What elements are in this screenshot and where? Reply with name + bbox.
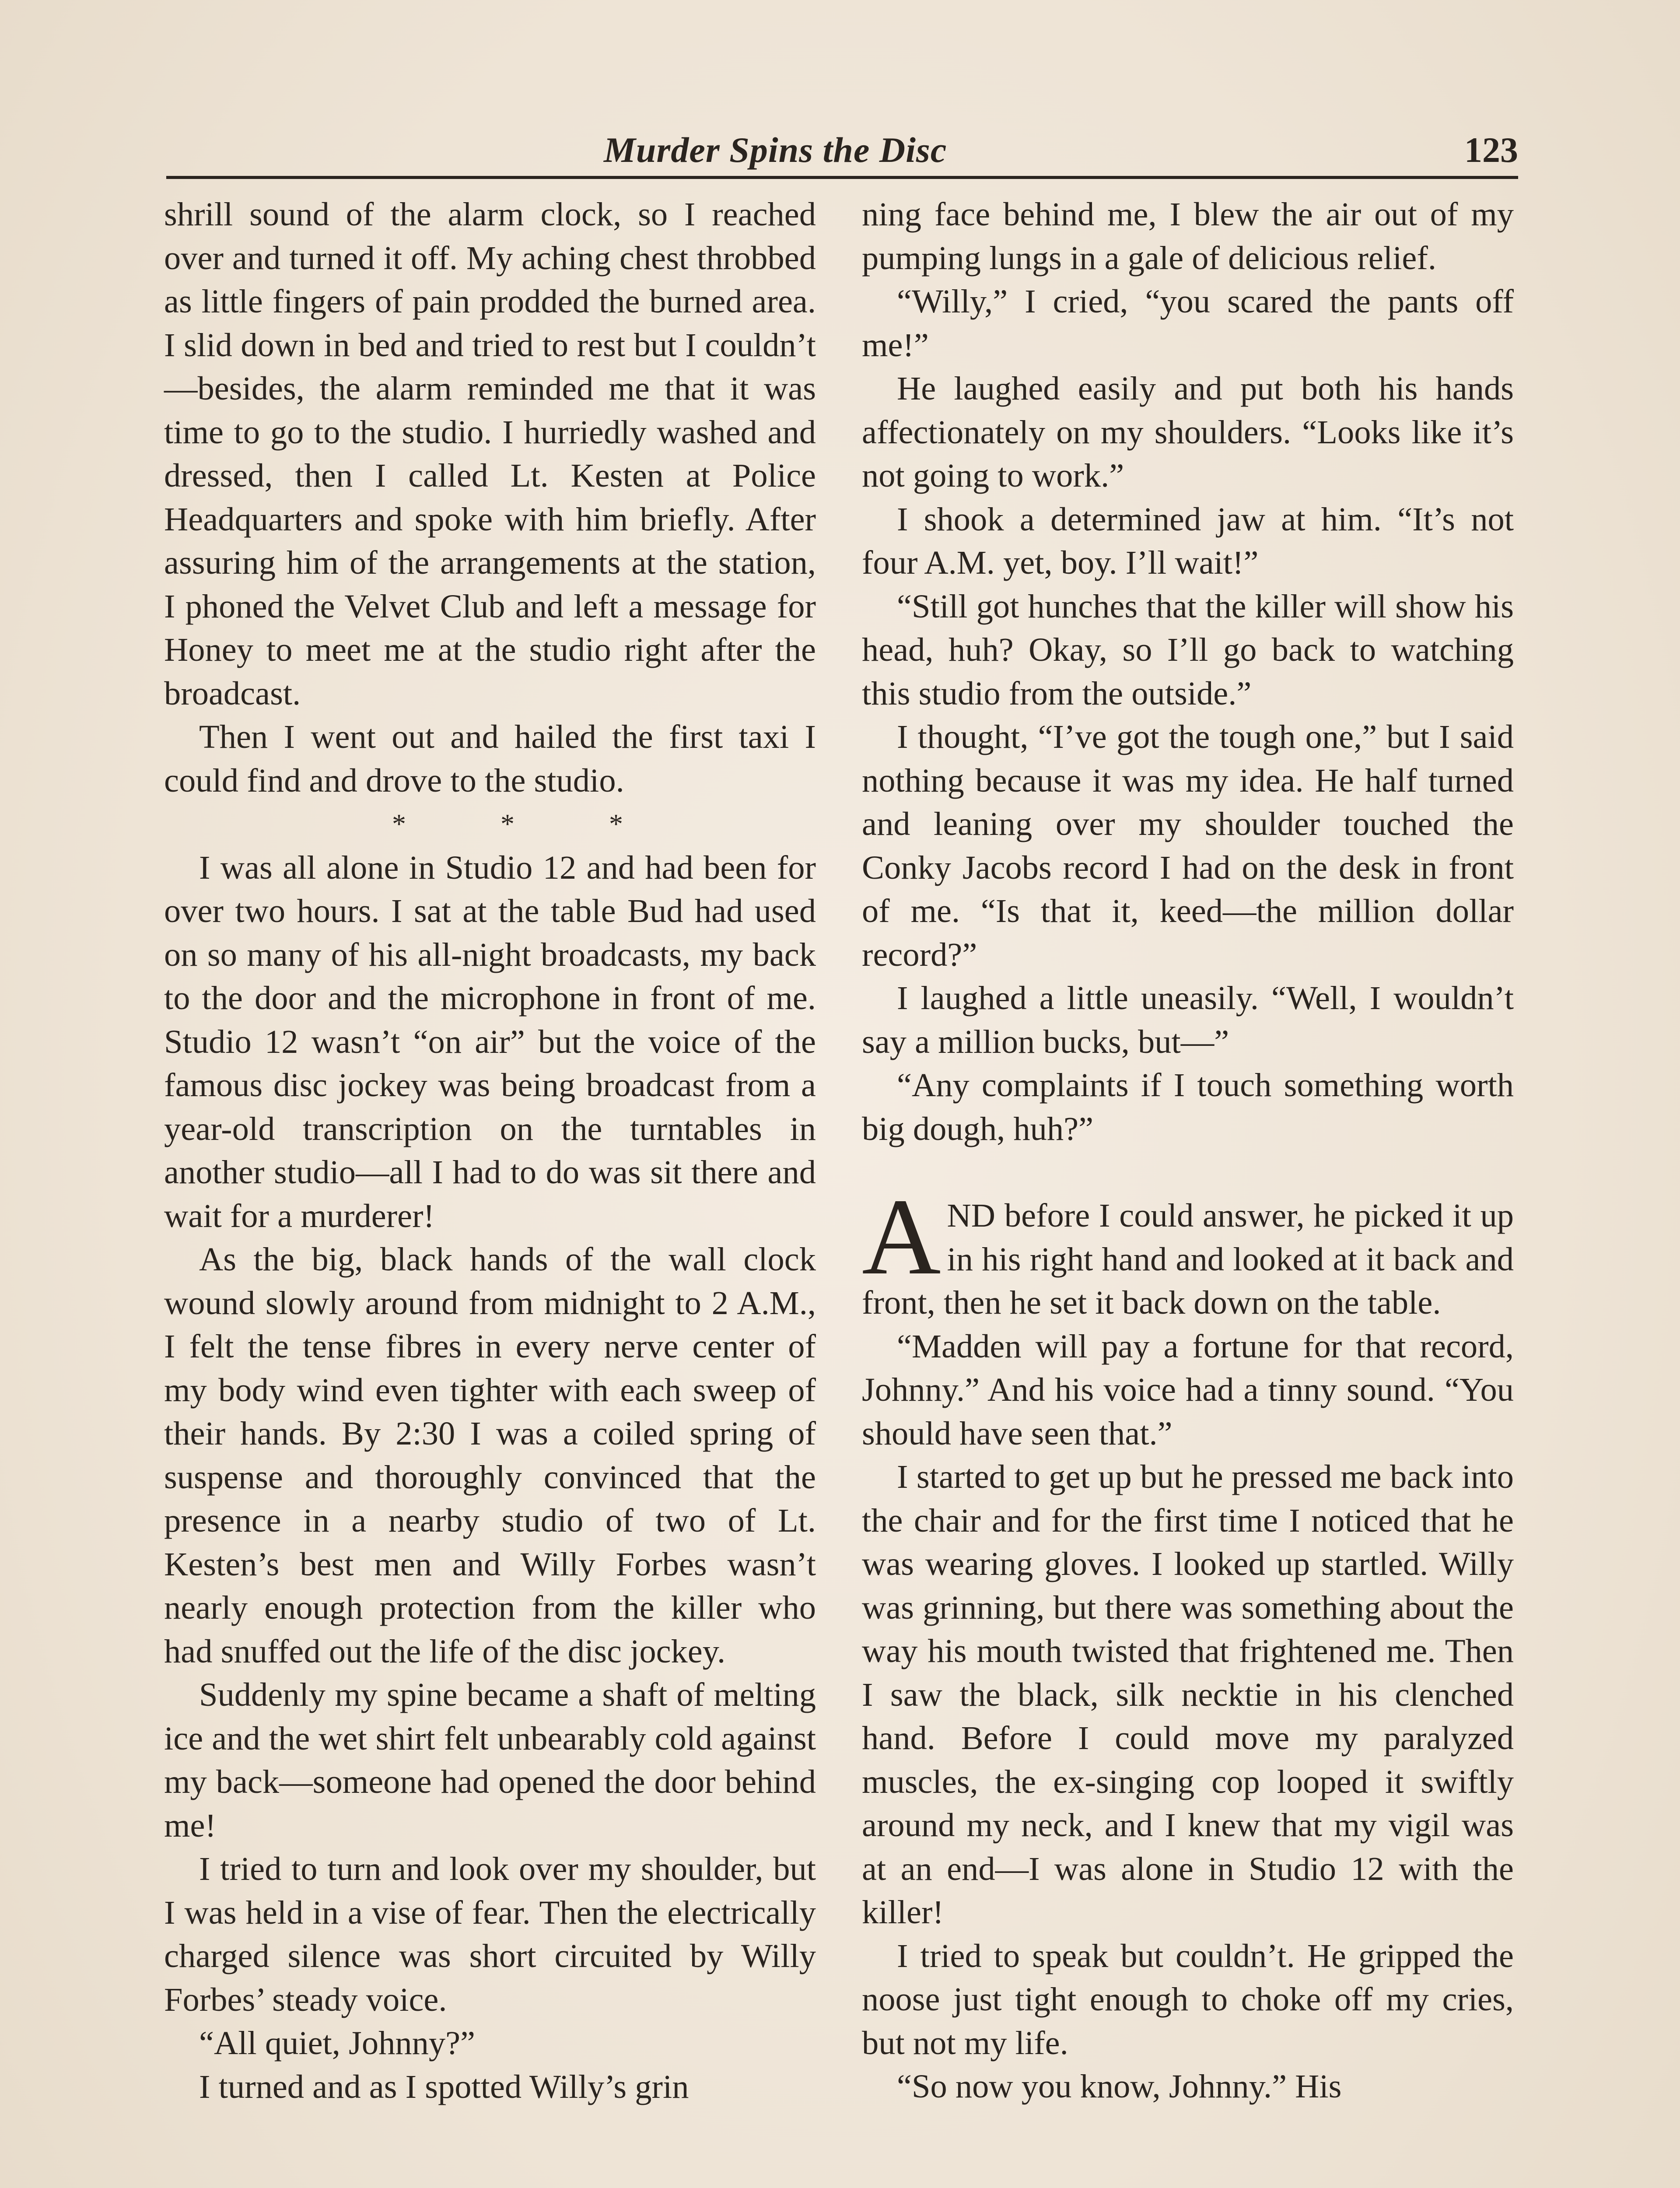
paragraph: “So now you know, Johnny.” His xyxy=(897,2068,1342,2105)
running-title: Murder Spins the Disc xyxy=(604,130,947,170)
paragraph: I was all alone in Studio 12 and had been for over two hours. I sat at the table Bud had used on so many of his all-night broadcasts, my back to the door and the microphone in front of me. Studio 12 wasn’t “on air” but the voice of the famous disc jockey was being broadcast from a year-old transcription on the turntables in another studio—all I had to do was sit there and wait for a murderer! xyxy=(164,849,816,1234)
paragraph: “Any complaints if I touch something worth big dough, huh?” xyxy=(862,1066,1514,1147)
paragraph-text: before I could answer, he picked it up in his right hand and looked at it back and front, then he set it back down on the table. xyxy=(862,1197,1514,1321)
paragraph: I tried to turn and look over my shoulder, but I was held in a vise of fear. Then the electrically charged silence was short circuited by Willy Forbes’ steady voice. xyxy=(164,1850,816,2018)
paragraph: Suddenly my spine became a shaft of melting ice and the wet shirt felt unbearably cold against my back—someone had opened the door behind me! xyxy=(164,1676,816,1844)
section-break xyxy=(862,1150,1514,1194)
paragraph: Then I went out and hailed the first taxi I could find and drove to the studio. xyxy=(164,718,816,799)
paragraph: I shook a determined jaw at him. “It’s not four A.M. yet, boy. I’ll wait!” xyxy=(862,500,1514,581)
running-header xyxy=(166,128,1518,179)
paragraph: As the big, black hands of the wall clock wound slowly around from midnight to 2 A.M., I felt the tense fibres in every nerve center of my body wind even tighter with each sweep of their hands. By 2:30 I was a coiled spring of suspense and thoroughly convinced that the presence in a nearby studio of two of Lt. Kesten’s best men and Willy Forbes wasn’t nearly enough protection from the killer who had snuffed out the life of the disc jockey. xyxy=(164,1241,816,1670)
paragraph: “Still got hunches that the killer will show his head, huh? Okay, so I’ll go back to watching this studio from the outside.” xyxy=(862,587,1514,712)
paragraph: “All quiet, Johnny?” xyxy=(199,2024,475,2062)
paragraph: ning face behind me, I blew the air out of my pumping lungs in a gale of delicious relief. xyxy=(862,196,1514,277)
left-column xyxy=(164,193,816,2108)
dropcap-paragraph xyxy=(862,1176,1514,1325)
small-caps-lead: ND xyxy=(947,1197,996,1234)
page-number: 123 xyxy=(1464,130,1518,170)
paragraph: shrill sound of the alarm clock, so I reached over and turned it off. My aching chest throbbed as little fingers of pain prodded the burned area. I slid down in bed and tried to rest but I couldn’t—besides, the alarm reminded me that it was time to go to the studio. I hurriedly washed and dressed, then I called Lt. Kesten at Police Headquarters and spoke with him briefly. After assuring him of the arrangements at the station, I phoned the Velvet Club and left a message for Honey to meet me at the studio right after the broadcast. xyxy=(164,196,816,712)
right-column xyxy=(862,193,1514,2108)
paragraph: I started to get up but he pressed me back into the chair and for the first time I noticed that he was wearing gloves. I looked up startled. Willy was grinning, but there was something about the way his mouth twisted that frightened me. Then I saw the black, silk necktie in his clenched hand. Before I could move my paralyzed muscles, the ex-singing cop looped it swiftly around my neck, and I knew that my vigil was at an end—I was alone in Studio 12 with the killer! xyxy=(862,1458,1514,1931)
paragraph: He laughed easily and put both his hands affectionately on my shoulders. “Looks like it’s not going to work.” xyxy=(862,370,1514,494)
paragraph: “Madden will pay a fortune for that record, Johnny.” And his voice had a tinny sound. “You should have seen that.” xyxy=(862,1327,1514,1452)
paragraph: I laughed a little uneasily. “Well, I wouldn’t say a million bucks, but—” xyxy=(862,979,1514,1060)
paragraph: I tried to speak but couldn’t. He gripped the noose just tight enough to choke off my cries, but not my life. xyxy=(862,1937,1514,2062)
paragraph: I thought, “I’ve got the tough one,” but I said nothing because it was my idea. He half turned and leaning over my shoulder touched the Conky Jacobs record I had on the desk in front of me. “Is that it, keed—the million dollar record?” xyxy=(862,718,1514,973)
paragraph: I turned and as I spotted Willy’s grin xyxy=(199,2068,689,2105)
paragraph: “Willy,” I cried, “you scared the pants off me!” xyxy=(862,283,1514,364)
section-separator: * * * xyxy=(392,808,667,839)
drop-cap: A xyxy=(862,1176,941,1297)
